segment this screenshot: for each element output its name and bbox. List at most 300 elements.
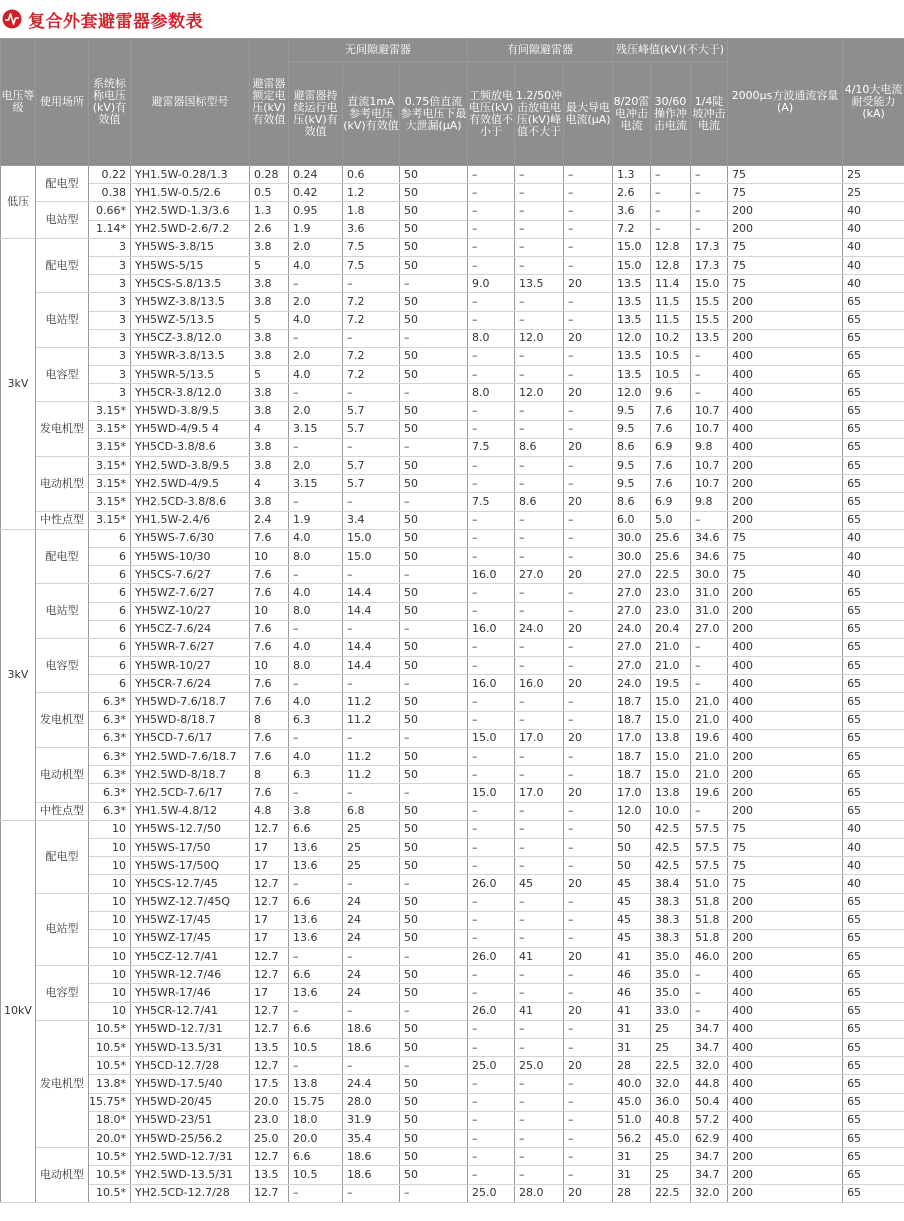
table-row (1, 1166, 904, 1184)
cell-system-voltage: 6 (89, 675, 131, 693)
table-row (1, 748, 904, 766)
cell-model: YH2.5WD-4/9.5 (131, 475, 250, 493)
cell-continuous-voltage: 4.0 (289, 366, 343, 384)
cell-system-voltage: 6 (89, 602, 131, 620)
table-row (1, 602, 904, 620)
cell-rated-voltage: 5 (250, 256, 289, 274)
cell-high-current-capacity: 65 (843, 584, 904, 602)
cell-leakage-current: 50 (400, 602, 468, 620)
cell-lightning-impulse-residual: 28 (613, 1184, 651, 1202)
cell-max-conduction-current: – (564, 1075, 613, 1093)
cell-switching-impulse-residual: 25 (651, 1020, 691, 1038)
cell-max-conduction-current: 20 (564, 566, 613, 584)
cell-system-voltage: 15.75* (89, 1093, 131, 1111)
cell-power-frequency-discharge: – (468, 420, 515, 438)
cell-lightning-impulse-residual: 9.5 (613, 475, 651, 493)
cell-max-conduction-current: – (564, 1111, 613, 1129)
table-row (1, 711, 904, 729)
cell-dc-reference-voltage: – (343, 875, 400, 893)
cell-leakage-current: 50 (400, 293, 468, 311)
cell-model: YH5CD-3.8/8.6 (131, 438, 250, 456)
cell-system-voltage: 3 (89, 311, 131, 329)
cell-system-voltage: 3 (89, 384, 131, 402)
cell-lightning-impulse-residual: 18.7 (613, 748, 651, 766)
cell-leakage-current: 50 (400, 311, 468, 329)
table-row (1, 966, 904, 984)
table-row (1, 256, 904, 274)
cell-model: YH5WD-25/56.2 (131, 1129, 250, 1147)
cell-steep-impulse-residual: – (691, 802, 728, 820)
cell-lightning-impulse-residual: 40.0 (613, 1075, 651, 1093)
cell-rated-voltage: 7.6 (250, 584, 289, 602)
cell-high-current-capacity: 65 (843, 729, 904, 747)
cell-leakage-current: 50 (400, 1148, 468, 1166)
cell-lightning-impulse-residual: 17.0 (613, 784, 651, 802)
cell-model: YH5WD-8/18.7 (131, 711, 250, 729)
cell-rated-voltage: 7.6 (250, 729, 289, 747)
cell-leakage-current: 50 (400, 166, 468, 184)
cell-steep-impulse-residual: 32.0 (691, 1057, 728, 1075)
cell-usage: 配电型 (36, 166, 89, 202)
cell-high-current-capacity: 65 (843, 711, 904, 729)
cell-model: YH5CZ-12.7/41 (131, 948, 250, 966)
cell-impulse-discharge: – (515, 893, 564, 911)
cell-usage: 中性点型 (36, 511, 89, 529)
cell-lightning-impulse-residual: 31 (613, 1148, 651, 1166)
header-max-conduction-current: 最大导电电流(μA) (564, 62, 613, 166)
cell-high-current-capacity: 40 (843, 202, 904, 220)
cell-model: YH5WZ-5/13.5 (131, 311, 250, 329)
cell-continuous-voltage: 4.0 (289, 748, 343, 766)
table-row (1, 911, 904, 929)
cell-leakage-current: 50 (400, 911, 468, 929)
cell-square-wave-capacity: 400 (728, 638, 843, 656)
cell-impulse-discharge: – (515, 820, 564, 838)
cell-model: YH5CR-7.6/24 (131, 675, 250, 693)
table-row (1, 202, 904, 220)
cell-continuous-voltage: – (289, 275, 343, 293)
header-dc-reference-voltage: 直流1mA参考电压(kV)有效值 (343, 62, 400, 166)
cell-system-voltage: 6 (89, 584, 131, 602)
cell-high-current-capacity: 65 (843, 638, 904, 656)
cell-leakage-current: 50 (400, 529, 468, 547)
table-row (1, 584, 904, 602)
cell-lightning-impulse-residual: 8.6 (613, 438, 651, 456)
cell-power-frequency-discharge: – (468, 929, 515, 947)
cell-switching-impulse-residual: 35.0 (651, 984, 691, 1002)
cell-impulse-discharge: 16.0 (515, 675, 564, 693)
cell-impulse-discharge: – (515, 584, 564, 602)
cell-square-wave-capacity: 75 (728, 875, 843, 893)
cell-high-current-capacity: 65 (843, 1148, 904, 1166)
cell-lightning-impulse-residual: 12.0 (613, 329, 651, 347)
table-row (1, 1148, 904, 1166)
cell-model: YH5WR-5/13.5 (131, 366, 250, 384)
cell-high-current-capacity: 65 (843, 493, 904, 511)
table-row (1, 820, 904, 838)
cell-leakage-current: – (400, 275, 468, 293)
cell-square-wave-capacity: 200 (728, 584, 843, 602)
cell-max-conduction-current: – (564, 238, 613, 256)
cell-model: YH5WS-3.8/15 (131, 238, 250, 256)
cell-model: YH2.5WD-7.6/18.7 (131, 748, 250, 766)
cell-rated-voltage: 12.7 (250, 820, 289, 838)
cell-continuous-voltage: 4.0 (289, 638, 343, 656)
table-row (1, 1129, 904, 1147)
cell-lightning-impulse-residual: 45 (613, 893, 651, 911)
cell-continuous-voltage: 2.0 (289, 293, 343, 311)
cell-system-voltage: 3.15* (89, 511, 131, 529)
cell-power-frequency-discharge: – (468, 584, 515, 602)
cell-steep-impulse-residual: 21.0 (691, 766, 728, 784)
cell-square-wave-capacity: 200 (728, 948, 843, 966)
table-row (1, 329, 904, 347)
cell-square-wave-capacity: 200 (728, 766, 843, 784)
cell-leakage-current: 50 (400, 1093, 468, 1111)
cell-high-current-capacity: 65 (843, 1002, 904, 1020)
cell-impulse-discharge: – (515, 802, 564, 820)
cell-max-conduction-current: 20 (564, 1184, 613, 1202)
cell-lightning-impulse-residual: 15.0 (613, 238, 651, 256)
cell-power-frequency-discharge: 25.0 (468, 1057, 515, 1075)
cell-system-voltage: 3.15* (89, 420, 131, 438)
cell-switching-impulse-residual: 13.8 (651, 729, 691, 747)
cell-leakage-current: 50 (400, 711, 468, 729)
table-row (1, 1184, 904, 1202)
cell-system-voltage: 3 (89, 238, 131, 256)
cell-square-wave-capacity: 200 (728, 893, 843, 911)
cell-impulse-discharge: – (515, 857, 564, 875)
table-row (1, 875, 904, 893)
cell-high-current-capacity: 65 (843, 475, 904, 493)
cell-leakage-current: 50 (400, 820, 468, 838)
cell-continuous-voltage: 2.0 (289, 238, 343, 256)
cell-model: YH5WR-3.8/13.5 (131, 347, 250, 365)
cell-continuous-voltage: – (289, 493, 343, 511)
cell-leakage-current: 50 (400, 457, 468, 475)
cell-max-conduction-current: – (564, 1093, 613, 1111)
cell-power-frequency-discharge: – (468, 602, 515, 620)
cell-dc-reference-voltage: 11.2 (343, 748, 400, 766)
cell-square-wave-capacity: 200 (728, 457, 843, 475)
cell-rated-voltage: 17 (250, 838, 289, 856)
cell-leakage-current: – (400, 729, 468, 747)
cell-model: YH5WD-7.6/18.7 (131, 693, 250, 711)
cell-model: YH5WD-17.5/40 (131, 1075, 250, 1093)
cell-model: YH5WS-10/30 (131, 547, 250, 565)
cell-usage: 电站型 (36, 584, 89, 639)
cell-impulse-discharge: – (515, 529, 564, 547)
cell-high-current-capacity: 65 (843, 784, 904, 802)
table-row (1, 729, 904, 747)
cell-power-frequency-discharge: – (468, 202, 515, 220)
cell-steep-impulse-residual: 51.0 (691, 875, 728, 893)
cell-impulse-discharge: 12.0 (515, 329, 564, 347)
cell-model: YH5CD-12.7/28 (131, 1057, 250, 1075)
cell-continuous-voltage: – (289, 1002, 343, 1020)
table-row (1, 420, 904, 438)
cell-system-voltage: 10 (89, 838, 131, 856)
cell-square-wave-capacity: 200 (728, 329, 843, 347)
cell-usage: 发电机型 (36, 402, 89, 457)
cell-switching-impulse-residual: 11.5 (651, 311, 691, 329)
cell-continuous-voltage: – (289, 1184, 343, 1202)
cell-steep-impulse-residual: 9.8 (691, 438, 728, 456)
cell-system-voltage: 10 (89, 820, 131, 838)
cell-dc-reference-voltage: 6.8 (343, 802, 400, 820)
cell-max-conduction-current: – (564, 547, 613, 565)
cell-square-wave-capacity: 400 (728, 1002, 843, 1020)
cell-impulse-discharge: 12.0 (515, 384, 564, 402)
cell-switching-impulse-residual: 45.0 (651, 1129, 691, 1147)
cell-impulse-discharge: – (515, 602, 564, 620)
cell-max-conduction-current: – (564, 1166, 613, 1184)
page-title: 复合外套避雷器参数表 (28, 11, 203, 32)
cell-rated-voltage: 4.8 (250, 802, 289, 820)
cell-leakage-current: 50 (400, 693, 468, 711)
cell-max-conduction-current: 20 (564, 329, 613, 347)
table-row (1, 438, 904, 456)
cell-max-conduction-current: – (564, 402, 613, 420)
cell-dc-reference-voltage: – (343, 620, 400, 638)
cell-steep-impulse-residual: 10.7 (691, 402, 728, 420)
cell-power-frequency-discharge: – (468, 893, 515, 911)
table-row (1, 293, 904, 311)
cell-leakage-current: 50 (400, 256, 468, 274)
cell-lightning-impulse-residual: 45 (613, 911, 651, 929)
cell-high-current-capacity: 65 (843, 293, 904, 311)
cell-power-frequency-discharge: – (468, 511, 515, 529)
cell-impulse-discharge: – (515, 748, 564, 766)
cell-model: YH5WR-7.6/27 (131, 638, 250, 656)
header-lightning-impulse: 8/20雷电冲击电流 (613, 62, 651, 166)
cell-steep-impulse-residual: 51.8 (691, 893, 728, 911)
cell-max-conduction-current: – (564, 220, 613, 238)
cell-impulse-discharge: – (515, 1093, 564, 1111)
cell-impulse-discharge: – (515, 766, 564, 784)
cell-square-wave-capacity: 200 (728, 802, 843, 820)
cell-lightning-impulse-residual: 31 (613, 1166, 651, 1184)
cell-dc-reference-voltage: 0.6 (343, 166, 400, 184)
cell-leakage-current: – (400, 1184, 468, 1202)
cell-continuous-voltage: 4.0 (289, 311, 343, 329)
cell-system-voltage: 10 (89, 948, 131, 966)
cell-system-voltage: 10.5* (89, 1020, 131, 1038)
cell-square-wave-capacity: 75 (728, 566, 843, 584)
cell-switching-impulse-residual: 15.0 (651, 711, 691, 729)
cell-high-current-capacity: 65 (843, 984, 904, 1002)
cell-model: YH5WD-23/51 (131, 1111, 250, 1129)
cell-switching-impulse-residual: 22.5 (651, 1184, 691, 1202)
cell-continuous-voltage: 13.8 (289, 1075, 343, 1093)
cell-rated-voltage: 20.0 (250, 1093, 289, 1111)
cell-dc-reference-voltage: 24 (343, 966, 400, 984)
header-steep-impulse: 1/4陡坡冲击电流 (691, 62, 728, 166)
cell-rated-voltage: 17 (250, 911, 289, 929)
cell-max-conduction-current: – (564, 202, 613, 220)
cell-square-wave-capacity: 75 (728, 256, 843, 274)
cell-dc-reference-voltage: 14.4 (343, 602, 400, 620)
cell-impulse-discharge: – (515, 238, 564, 256)
cell-steep-impulse-residual: 34.7 (691, 1166, 728, 1184)
cell-rated-voltage: 4 (250, 420, 289, 438)
cell-lightning-impulse-residual: 27.0 (613, 638, 651, 656)
cell-steep-impulse-residual: – (691, 166, 728, 184)
cell-rated-voltage: 3.8 (250, 347, 289, 365)
cell-rated-voltage: 12.7 (250, 1184, 289, 1202)
cell-power-frequency-discharge: – (468, 711, 515, 729)
cell-max-conduction-current: – (564, 1039, 613, 1057)
cell-system-voltage: 6.3* (89, 802, 131, 820)
cell-lightning-impulse-residual: 13.5 (613, 311, 651, 329)
cell-power-frequency-discharge: – (468, 366, 515, 384)
cell-impulse-discharge: – (515, 657, 564, 675)
cell-continuous-voltage: 1.9 (289, 511, 343, 529)
cell-max-conduction-current: – (564, 820, 613, 838)
cell-square-wave-capacity: 200 (728, 748, 843, 766)
cell-high-current-capacity: 40 (843, 275, 904, 293)
cell-switching-impulse-residual: 19.5 (651, 675, 691, 693)
cell-leakage-current: – (400, 675, 468, 693)
cell-square-wave-capacity: 400 (728, 1020, 843, 1038)
cell-square-wave-capacity: 400 (728, 729, 843, 747)
cell-leakage-current: 50 (400, 366, 468, 384)
cell-continuous-voltage: 4.0 (289, 529, 343, 547)
cell-power-frequency-discharge: – (468, 547, 515, 565)
cell-model: YH2.5WD-2.6/7.2 (131, 220, 250, 238)
cell-steep-impulse-residual: 31.0 (691, 584, 728, 602)
cell-steep-impulse-residual: 57.2 (691, 1111, 728, 1129)
cell-system-voltage: 6.3* (89, 693, 131, 711)
cell-high-current-capacity: 65 (843, 911, 904, 929)
cell-power-frequency-discharge: – (468, 638, 515, 656)
cell-power-frequency-discharge: – (468, 1148, 515, 1166)
cell-power-frequency-discharge: 26.0 (468, 1002, 515, 1020)
cell-square-wave-capacity: 75 (728, 857, 843, 875)
cell-system-voltage: 10 (89, 893, 131, 911)
cell-model: YH5WR-10/27 (131, 657, 250, 675)
cell-impulse-discharge: 28.0 (515, 1184, 564, 1202)
cell-rated-voltage: 7.6 (250, 529, 289, 547)
cell-high-current-capacity: 65 (843, 748, 904, 766)
cell-high-current-capacity: 65 (843, 657, 904, 675)
cell-steep-impulse-residual: 34.6 (691, 529, 728, 547)
cell-dc-reference-voltage: – (343, 384, 400, 402)
cell-lightning-impulse-residual: 41 (613, 948, 651, 966)
cell-rated-voltage: 12.7 (250, 1002, 289, 1020)
cell-dc-reference-voltage: – (343, 438, 400, 456)
cell-leakage-current: – (400, 875, 468, 893)
table-row (1, 657, 904, 675)
cell-switching-impulse-residual: – (651, 202, 691, 220)
cell-square-wave-capacity: 75 (728, 184, 843, 202)
cell-impulse-discharge: – (515, 184, 564, 202)
cell-leakage-current: 50 (400, 547, 468, 565)
cell-impulse-discharge: – (515, 711, 564, 729)
cell-steep-impulse-residual: 34.6 (691, 547, 728, 565)
cell-continuous-voltage: 2.0 (289, 457, 343, 475)
cell-switching-impulse-residual: 15.0 (651, 748, 691, 766)
header-impulse-discharge: 1.2/50冲击放电电压(kV)峰值不大于 (515, 62, 564, 166)
cell-switching-impulse-residual: 10.0 (651, 802, 691, 820)
cell-steep-impulse-residual: – (691, 366, 728, 384)
cell-switching-impulse-residual: 10.2 (651, 329, 691, 347)
cell-impulse-discharge: – (515, 256, 564, 274)
cell-power-frequency-discharge: – (468, 1020, 515, 1038)
cell-max-conduction-current: – (564, 511, 613, 529)
cell-model: YH5CS-S.8/13.5 (131, 275, 250, 293)
cell-high-current-capacity: 65 (843, 1129, 904, 1147)
cell-steep-impulse-residual: – (691, 675, 728, 693)
cell-square-wave-capacity: 200 (728, 475, 843, 493)
cell-lightning-impulse-residual: 51.0 (613, 1111, 651, 1129)
cell-system-voltage: 3 (89, 256, 131, 274)
cell-high-current-capacity: 65 (843, 948, 904, 966)
cell-impulse-discharge: 13.5 (515, 275, 564, 293)
cell-impulse-discharge: – (515, 1148, 564, 1166)
cell-square-wave-capacity: 400 (728, 1093, 843, 1111)
cell-steep-impulse-residual: – (691, 638, 728, 656)
cell-lightning-impulse-residual: 1.3 (613, 166, 651, 184)
table-row (1, 675, 904, 693)
cell-impulse-discharge: 45 (515, 875, 564, 893)
cell-system-voltage: 10.5* (89, 1148, 131, 1166)
cell-model: YH5WZ-3.8/13.5 (131, 293, 250, 311)
cell-square-wave-capacity: 400 (728, 1111, 843, 1129)
cell-model: YH5WD-3.8/9.5 (131, 402, 250, 420)
cell-high-current-capacity: 40 (843, 529, 904, 547)
cell-lightning-impulse-residual: 27.0 (613, 602, 651, 620)
cell-max-conduction-current: – (564, 1148, 613, 1166)
table-row (1, 1002, 904, 1020)
cell-dc-reference-voltage: 25 (343, 820, 400, 838)
table-row (1, 784, 904, 802)
cell-continuous-voltage: – (289, 729, 343, 747)
cell-power-frequency-discharge: – (468, 238, 515, 256)
cell-leakage-current: – (400, 566, 468, 584)
cell-continuous-voltage: – (289, 384, 343, 402)
cell-continuous-voltage: 0.95 (289, 202, 343, 220)
cell-steep-impulse-residual: 21.0 (691, 748, 728, 766)
cell-lightning-impulse-residual: 3.6 (613, 202, 651, 220)
table-row (1, 275, 904, 293)
cell-high-current-capacity: 40 (843, 820, 904, 838)
cell-max-conduction-current: – (564, 893, 613, 911)
cell-square-wave-capacity: 400 (728, 966, 843, 984)
cell-square-wave-capacity: 400 (728, 438, 843, 456)
cell-dc-reference-voltage: 7.2 (343, 366, 400, 384)
cell-model: YH1.5W-2.4/6 (131, 511, 250, 529)
cell-rated-voltage: 3.8 (250, 438, 289, 456)
cell-dc-reference-voltage: 1.2 (343, 184, 400, 202)
cell-steep-impulse-residual: 32.0 (691, 1184, 728, 1202)
cell-power-frequency-discharge: – (468, 857, 515, 875)
cell-dc-reference-voltage: 5.7 (343, 457, 400, 475)
cell-impulse-discharge: 41 (515, 1002, 564, 1020)
cell-impulse-discharge: – (515, 220, 564, 238)
cell-system-voltage: 3 (89, 347, 131, 365)
cell-system-voltage: 3.15* (89, 438, 131, 456)
cell-switching-impulse-residual: 12.8 (651, 256, 691, 274)
cell-max-conduction-current: 20 (564, 384, 613, 402)
cell-dc-reference-voltage: – (343, 1002, 400, 1020)
cell-continuous-voltage: – (289, 1057, 343, 1075)
cell-model: YH1.5W-0.5/2.6 (131, 184, 250, 202)
cell-power-frequency-discharge: 25.0 (468, 1184, 515, 1202)
cell-power-frequency-discharge: – (468, 347, 515, 365)
cell-usage: 电容型 (36, 638, 89, 693)
cell-rated-voltage: 12.7 (250, 1020, 289, 1038)
